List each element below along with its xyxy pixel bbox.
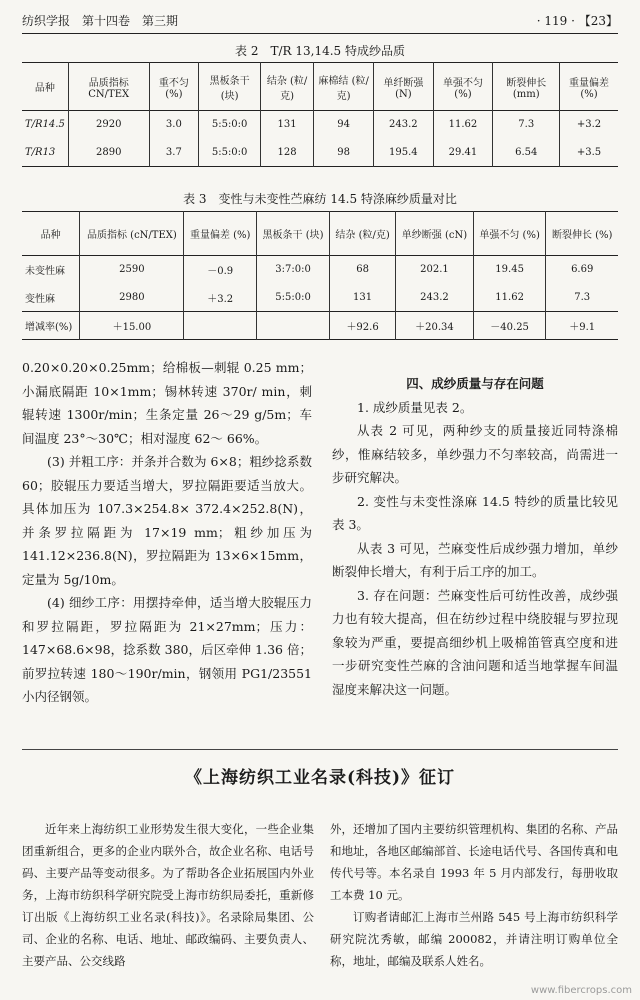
table-row: T/R13 2890 3.7 5:5:0:0 128 98 195.4 29.41 6.54 +3.5	[22, 139, 618, 167]
table-header: 黑板条干 (块)	[257, 212, 330, 256]
watermark: www.fibercrops.com	[530, 985, 632, 996]
table2	[22, 62, 618, 167]
table-header: 单强不匀 (%)	[473, 212, 546, 256]
section-divider	[22, 749, 618, 750]
paragraph: 0.20×0.20×0.25mm；给棉板—刺辊 0.25 mm；小漏底隔距 10×1mm；锡林转速 370r/ min，刺辊转速 1300r/min；生条定量 26～29 g/5m；车间温度 23°～30℃；相对湿度 62～ 66%。	[22, 360, 312, 446]
table-header: 重量偏差 (%)	[184, 212, 257, 256]
table-header: 断裂伸长 (mm)	[493, 63, 560, 111]
table-row: T/R14.5 2920 3.0 5:5:0:0 131 94 243.2 11.62 7.3 +3.2	[22, 111, 618, 139]
table-header: 品质指标 CN/TEX	[68, 63, 149, 111]
table-header: 单纱断强 (cN)	[396, 212, 474, 256]
paragraph: 外，还增加了国内主要纺织管理机构、集团的名称、产品和地址，各地区邮编部首、长途电话代号、各国传真和电传代号等。本名录自 1993 年 5 月内部发行，每册收取工本费 10 元。	[330, 822, 618, 902]
table-row: 变性麻 2980 ＋3.2 5:5:0:0 131 243.2 11.62 7.3	[22, 284, 618, 312]
table-header: 麻棉结 (粒/克)	[314, 63, 374, 111]
table3-caption: 表 3 变性与未变性苎麻纺 14.5 特涤麻纱质量对比	[183, 192, 457, 206]
table-header: 品种	[34, 83, 55, 94]
table-header: 品质指标 (cN/TEX)	[80, 212, 184, 256]
journal-name: 纺织学报 第十四卷 第三期	[22, 14, 179, 28]
paragraph: 2. 变性与未变性涤麻 14.5 特纱的质量比较见表 3。	[332, 493, 618, 532]
paragraph: 订购者请邮汇上海市兰州路 545 号上海市纺织科学研究院沈秀敏，邮编 200082，并请注明订购单位全称，地址，邮编及联系人姓名。	[330, 910, 618, 968]
table-row: 未变性麻 2590 －0.9 3:7:0:0 68 202.1 19.45 6.69	[22, 256, 618, 284]
table-header: 黑板条干 (块)	[199, 63, 261, 111]
page-header	[22, 8, 618, 32]
table-header: 品种	[40, 230, 61, 241]
paragraph: 1. 成纱质量见表 2。	[357, 399, 473, 415]
paragraph: (3) 并粗工序：并条并合数为 6×8；粗纱捻系数 60；胶辊压力要适当增大，罗拉隔距要适当放大。具体加压为 107.3×254.8× 372.4×252.8(N)，并条罗拉隔距为 17×19 mm；粗纱加压为 141.12×236.8(N)，罗拉隔距为 13×6×15mm，定量为 5g/10m。	[22, 454, 312, 587]
page-number: · 119 · 【23】	[536, 14, 618, 28]
table-row: 增减率(%) ＋15.00 ＋92.6 ＋20.34 －40.25 ＋9.1	[22, 312, 618, 340]
header-rule	[22, 33, 618, 34]
section-heading: 四、成纱质量与存在问题	[406, 376, 544, 391]
body-right-column	[332, 372, 618, 701]
paragraph: 近年来上海纺织工业形势发生很大变化，一些企业集团重新组合，更多的企业内联外合，故企业名称、电话号码、主要产品等变动很多。为了帮助各企业拓展国内外业务，上海市纺织科学研究院受上海市纺织局委托，重新修订出版《上海纺织工业名录(科技)》。名录除局集团、公司、企业的名称、电话、地址、邮政编码、主要负责人、主要产品、公交线路	[22, 822, 314, 968]
paragraph: 从表 3 可见，苎麻变性后成纱强力增加，单纱断裂伸长增大，有利于后工序的加工。	[332, 540, 618, 579]
table-header: 单强不匀 (%)	[433, 63, 493, 111]
paragraph: (4) 细纱工序：用摆持牵伸，适当增大胶辊压力和罗拉隔距，罗拉隔距为 21×27mm；压力：147×68.6×98，捻系数 380，后区牵伸 1.36 倍；前罗拉转速 180～190r/min，钢领用 PG1/23551 小内径钢领。	[22, 595, 312, 704]
table-header: 结杂 (粒/克)	[330, 212, 396, 256]
paragraph: 从表 2 可见，两种纱支的质量接近同特涤棉纱，惟麻结较多，单纱强力不匀率较高，尚需进一步研究解决。	[332, 423, 618, 485]
table-header: 单纤断强 (N)	[374, 63, 433, 111]
body-left-column	[22, 356, 312, 709]
table-header: 重量偏差 (%)	[560, 63, 618, 111]
table2-caption: 表 2 T/R 13,14.5 特成纱品质	[235, 44, 405, 58]
paragraph: 3. 存在问题：苎麻变性后可纺性改善，成纱强力也有较大提高，但在纺纱过程中绕胶辊与罗拉现象较为严重，要提高细纱机上吸棉笛管真空度和进一步研究变性苎麻的含油问题和适当地掌握车间温湿度来解决这一问题。	[332, 587, 618, 697]
notice-right-column	[330, 818, 618, 972]
table-header: 断裂伸长 (%)	[546, 212, 618, 256]
table3	[22, 211, 618, 340]
notice-left-column	[22, 818, 314, 972]
table-header: 重不匀 (%)	[149, 63, 199, 111]
notice-title: 《上海纺织工业名录(科技)》征订	[184, 768, 456, 788]
table-header: 结杂 (粒/克)	[261, 63, 314, 111]
